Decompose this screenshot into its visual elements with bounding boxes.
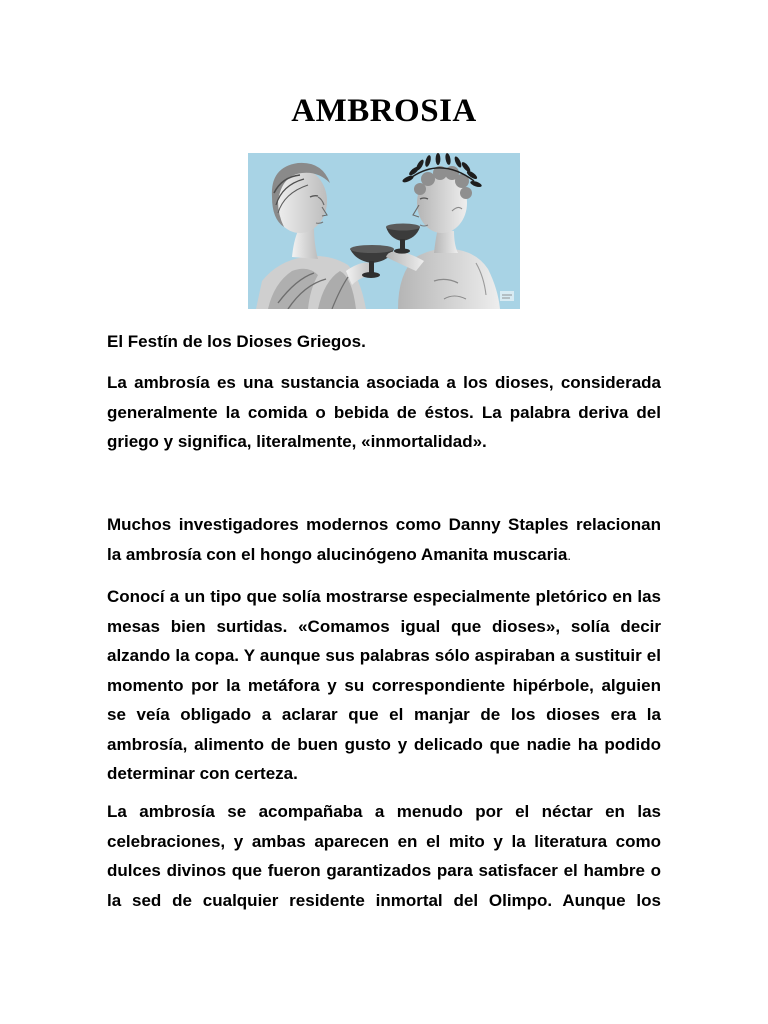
paragraph-1: La ambrosía es una sustancia asociada a los dioses, considerada generalmente la comida o bebida de éstos. La palabra deriva del griego y significa, literalmente, «inmortalidad».	[107, 373, 661, 451]
gods-toasting-illustration	[248, 153, 520, 309]
illustration-art	[248, 153, 520, 309]
paragraph-2-text: Muchos investigadores modernos como Danny Staples relacionan la ambrosía con el hongo alucinógeno Amanita muscaria	[107, 515, 661, 564]
paragraph-3: Conocí a un tipo que solía mostrarse especialmente pletórico en las mesas bien surtidas. «Comamos igual que dioses», solía decir alzando la copa. Y aunque sus palabras sólo aspiraban a sustituir el momento por la metáfora y su correspondiente hipérbole, alguien se veía obligado a aclarar que el manjar de los dioses era la ambrosía, alimento de buen gusto y delicado que nadie ha podido determinar con certeza.	[107, 587, 661, 783]
paragraph-2-period: .	[567, 547, 571, 563]
paragraph-2	[107, 510, 661, 570]
document-subtitle: El Festín de los Dioses Griegos.	[107, 332, 366, 351]
paragraph-4: La ambrosía se acompañaba a menudo por el néctar en las celebraciones, y ambas aparecen en el mito y la literatura como dulces divinos que fueron garantizados para satisfacer el hambre o la sed de cualquier residente inmortal del Olimpo. Aunque los	[107, 802, 661, 910]
document-title: AMBROSIA	[291, 93, 477, 129]
